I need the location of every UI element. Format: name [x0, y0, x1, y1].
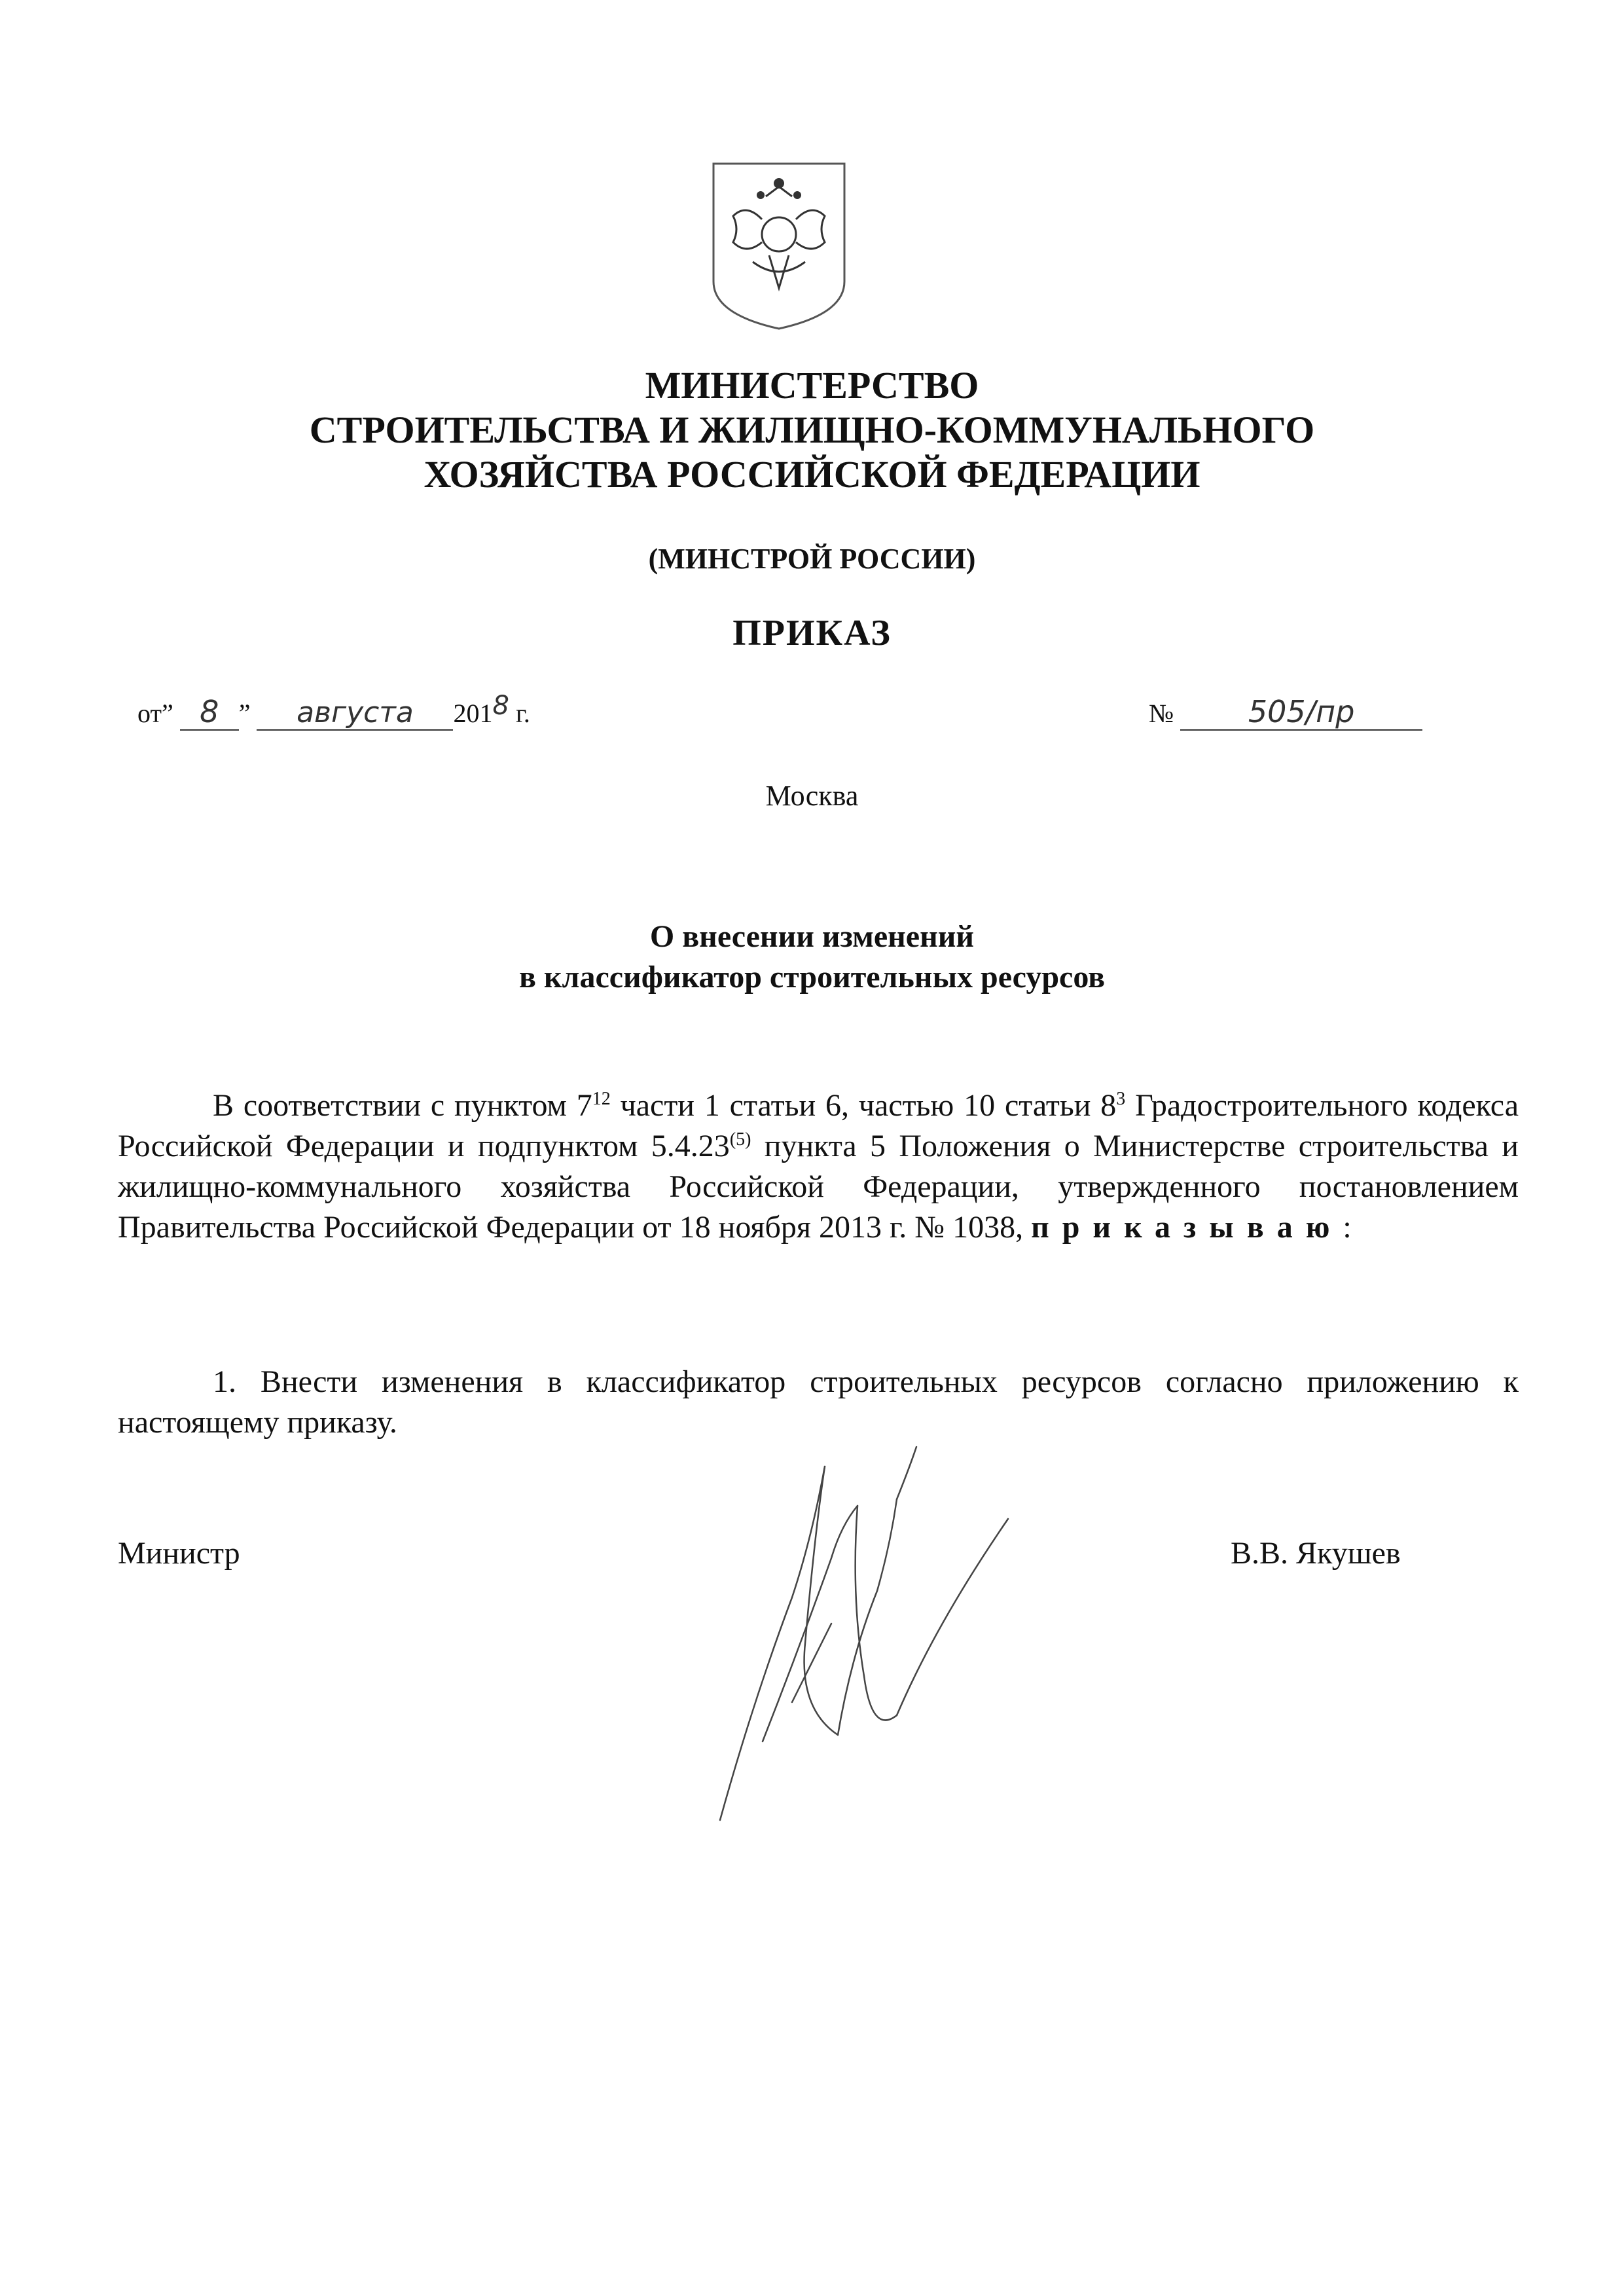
title-line-2: в классификатор строительных ресурсов — [518, 960, 1106, 994]
sup-3: 3 — [1116, 1089, 1126, 1109]
order-word: приказываю — [1031, 1210, 1343, 1245]
ministry-name — [0, 363, 1624, 497]
preamble-part-a: В соответствии с пунктом 7 — [213, 1088, 592, 1123]
sup-5: (5) — [729, 1129, 751, 1150]
number-value: 505/пр — [1180, 694, 1422, 731]
handwritten-signature — [700, 1427, 1028, 1833]
number-label: № — [1149, 699, 1174, 728]
preamble-part-b: части 1 статьи 6, частью 10 статьи 8 — [610, 1088, 1117, 1123]
preamble-part-c: Градостроительного кодекса Российской Федерации и подпунктом 5.4.23 — [118, 1088, 1519, 1163]
order-date: от” 8 ” августа 2018 г. — [137, 691, 530, 729]
date-year-suffix: 8 — [492, 691, 509, 721]
document-title — [0, 917, 1624, 998]
date-year-prefix: 201 — [453, 699, 493, 728]
signature-icon — [700, 1427, 1028, 1833]
date-month: августа — [257, 696, 453, 731]
date-prefix: от — [137, 699, 162, 728]
signer-name: В.В. Якушев — [1231, 1536, 1401, 1571]
preamble-end: : — [1343, 1210, 1352, 1245]
signer-title: Министр — [118, 1536, 240, 1571]
date-year-mark: г. — [515, 699, 530, 728]
order-number — [1149, 694, 1450, 746]
order-item-1: 1. Внести изменения в классификатор строительных ресурсов согласно приложению к настоящему приказу. — [118, 1364, 1519, 1440]
sup-12: 12 — [592, 1089, 611, 1109]
ministry-line-1: МИНИСТЕРСТВО — [645, 364, 979, 407]
preamble-paragraph — [118, 1085, 1519, 1248]
ministry-short-name: (МИНСТРОЙ РОССИИ) — [648, 543, 976, 575]
eagle-icon — [707, 157, 851, 334]
coat-of-arms-emblem — [707, 157, 851, 334]
city: Москва — [765, 780, 859, 812]
title-line-1: О внесении изменений — [649, 919, 975, 954]
preamble-part-d: пункта 5 Положения о Министерстве строительства и жилищно-коммунального хозяйства Российской Федерации, утвержденного постановлением Правительства Российской Федерации от 18 ноября 2013 г. № 1038, — [118, 1129, 1519, 1245]
ministry-line-3: ХОЗЯЙСТВА РОССИЙСКОЙ ФЕДЕРАЦИИ — [424, 453, 1200, 496]
document-type: ПРИКАЗ — [732, 613, 892, 653]
date-day: 8 — [180, 694, 239, 731]
ministry-line-2: СТРОИТЕЛЬСТВА И ЖИЛИЩНО-КОММУНАЛЬНОГО — [309, 409, 1315, 451]
